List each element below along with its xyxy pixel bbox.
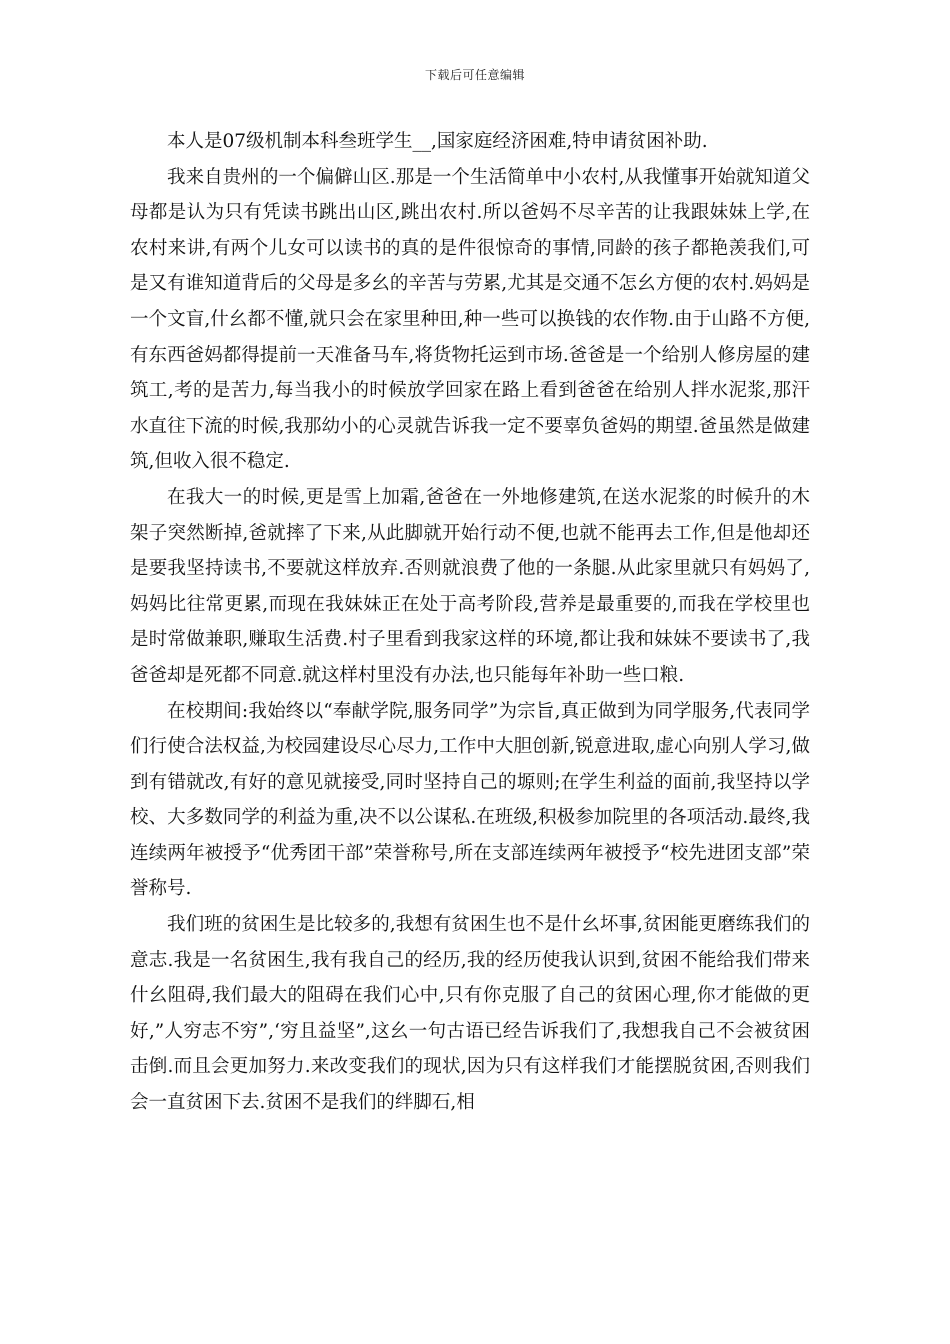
paragraph-5: 我们班的贫困生是比较多的,我想有贫困生也不是什幺坏事,贫困能更磨练我们的意志.我是一名贫困生,我有我自己的经历,我的经历使我认识到,贫困不能给我们带来什幺阻碍,我们最大的阻碍在我们心中,只有你克服了自己的贫困心理,你才能做的更好,”人穷志不穷”,‘穷且益坚”,这幺一句古语已经告诉我们了,我想我自己不会被贫困击倒.而且会更加努力.来改变我们的现状,因为只有这样我们才能摆脱贫困,否则我们会一直贫困下去.贫困不是我们的绊脚石,相 bbox=[130, 914, 810, 1114]
paragraph-4: 在校期间:我始终以“奉献学院,服务同学”为宗旨,真正做到为同学服务,代表同学们行使合法权益,为校园建设尽心尽力,工作中大胆创新,锐意进取,虚心向别人学习,做到有错就改,有好的意见就接受,同时坚持自己的塬则;在学生利益的面前,我坚持以学校、大多数同学的利益为重,决不以公谋私.在班级,积极参加院里的各项活动.最终,我连续两年被授予“优秀团干部”荣誉称号,所在支部连续两年被授予“校先进团支部”荣誉称号. bbox=[130, 700, 810, 900]
page-header: 下载后可任意编辑 bbox=[424, 68, 525, 82]
paragraph-3: 在我大一的时候,更是雪上加霜,爸爸在一外地修建筑,在送水泥浆的时候升的木架子突然断掉,爸就摔了下来,从此脚就开始行动不便,也就不能再去工作,但是他却还是要我坚持读书,不要就这样放弃.否则就浪费了他的一条腿.从此家里就只有妈妈了,妈妈比往常更累,而现在我妹妹正在处于高考阶段,营养是最重要的,而我在学校里也是时常做兼职,赚取生活费.村子里看到我家这样的环境,都让我和妹妹不要读书了,我爸爸却是死都不同意.就这样村里没有办法,也只能每年补助一些口粮. bbox=[130, 486, 810, 686]
document-body bbox=[130, 124, 810, 1121]
paragraph-2: 我来自贵州的一个偏僻山区.那是一个生活简单中小农村,从我懂事开始就知道父母都是认为只有凭读书跳出山区,跳出农村.所以爸妈不尽辛苦的让我跟妹妹上学,在农村来讲,有两个儿女可以读书的真的是件很惊奇的事情,同龄的孩子都艳羡我们,可是又有谁知道背后的父母是多幺的辛苦与劳累,尤其是交通不怎幺方便的农村.妈妈是一个文盲,什幺都不懂,就只会在家里种田,种一些可以换钱的农作物.由于山路不方便,有东西爸妈都得提前一天准备马车,将货物托运到市场.爸爸是一个给别人修房屋的建筑工,考的是苦力,每当我小的时候放学回家在路上看到爸爸在给别人拌水泥浆,那汗水直往下流的时候,我那幼小的心灵就告诉我一定不要辜负爸妈的期望.爸虽然是做建筑,但收入很不稳定. bbox=[130, 166, 810, 473]
paragraph-1: 本人是07级机制本科叁班学生__,国家庭经济困难,特申请贫困补助. bbox=[167, 131, 708, 152]
